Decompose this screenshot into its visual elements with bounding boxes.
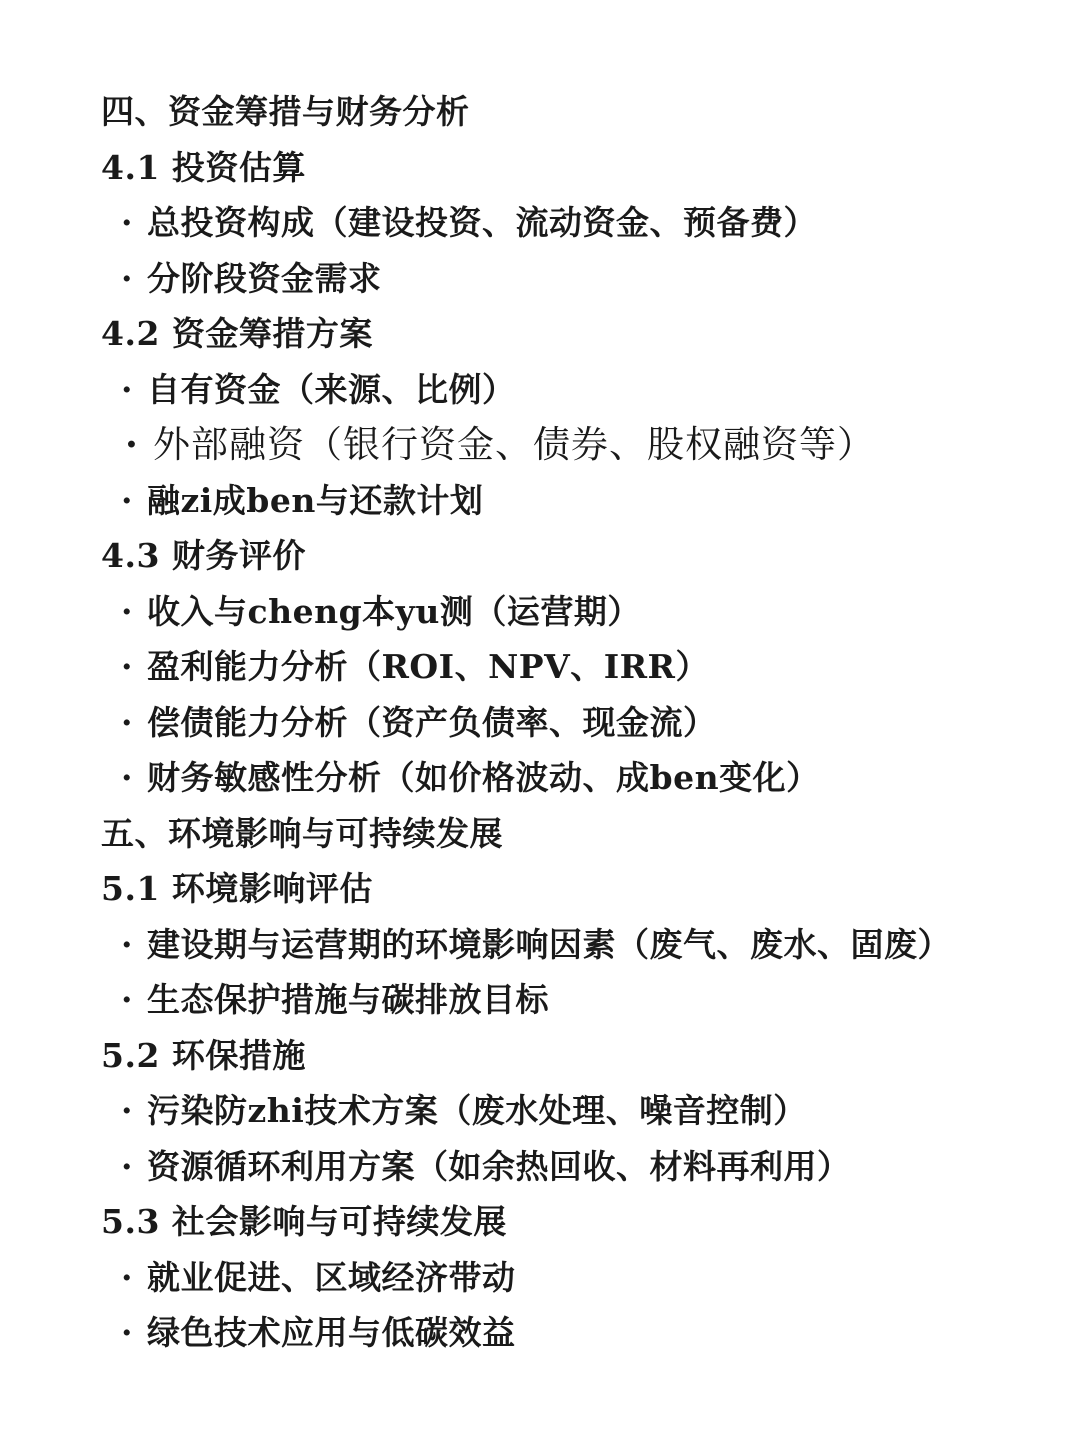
bullet-dot-icon: · <box>121 369 133 409</box>
bullet-item-text: 总投资构成（建设投资、流动资金、预备费） <box>147 203 817 242</box>
bullet-list-item <box>101 1305 1041 1361</box>
bullet-dot-icon: · <box>121 924 133 964</box>
bullet-item-text: 分阶段资金需求 <box>147 258 382 298</box>
bullet-item-text: 建设期与运营期的环境影响因素（废气、废水、固废） <box>147 924 951 964</box>
bullet-item-text: 偿债能力分析（资产负债率、现金流） <box>147 702 717 742</box>
section-heading: 五、环境影响与可持续发展 <box>101 813 503 853</box>
bullet-list-item <box>101 362 1041 418</box>
bullet-dot-icon: · <box>121 1146 133 1186</box>
bullet-list-item <box>101 584 1041 640</box>
bullet-list-item <box>101 1139 1041 1195</box>
bullet-dot-icon: · <box>121 1313 133 1352</box>
bullet-item-text: 融zi成ben与还款计划 <box>147 480 484 520</box>
bullet-dot-icon: · <box>121 1091 133 1130</box>
bullet-list-item <box>101 695 1041 751</box>
bullet-item-text: 资源循环利用方案（如余热回收、材料再利用） <box>147 1146 851 1186</box>
bullet-dot-icon: · <box>121 480 133 520</box>
bullet-item-text: 生态保护措施与碳排放目标 <box>147 980 549 1019</box>
bullet-list-item <box>101 195 1041 251</box>
subsection-heading: 5.2 环保措施 <box>101 1035 306 1075</box>
bullet-item-text: 盈利能力分析（ROI、NPV、IRR） <box>147 647 709 686</box>
bullet-dot-icon: · <box>121 702 133 742</box>
bullet-dot-icon: · <box>121 647 133 686</box>
bullet-dot-icon: · <box>125 422 139 466</box>
section-heading: 四、资金筹措与财务分析 <box>101 92 470 131</box>
bullet-item-text: 污染防zhi技术方案（废水处理、噪音控制） <box>147 1091 807 1130</box>
bullet-list-item <box>101 1250 1041 1306</box>
bullet-item-text: 就业促进、区域经济带动 <box>147 1257 516 1297</box>
bullet-dot-icon: · <box>121 1257 133 1297</box>
subsection-heading: 5.3 社会影响与可持续发展 <box>101 1202 507 1241</box>
bullet-item-text: 外部融资（银行资金、债券、股权融资等） <box>153 423 875 466</box>
bullet-dot-icon: · <box>121 591 133 631</box>
bullet-dot-icon: · <box>121 258 133 298</box>
bullet-list-item <box>101 917 1041 973</box>
subsection-heading: 5.1 环境影响评估 <box>101 869 373 908</box>
bullet-list-item <box>101 251 1041 307</box>
bullet-item-text: 财务敏感性分析（如价格波动、成ben变化） <box>147 758 820 797</box>
bullet-list-item <box>101 417 1041 473</box>
bullet-list-item <box>101 1083 1041 1139</box>
bullet-dot-icon: · <box>121 980 133 1019</box>
bullet-item-text: 绿色技术应用与低碳效益 <box>147 1313 516 1352</box>
outline-list <box>101 84 1041 1361</box>
bullet-item-text: 自有资金（来源、比例） <box>147 369 516 409</box>
bullet-dot-icon: · <box>121 758 133 797</box>
subsection-heading: 4.3 财务评价 <box>101 536 306 575</box>
bullet-list-item <box>101 972 1041 1028</box>
bullet-dot-icon: · <box>121 203 133 242</box>
bullet-list-item <box>101 639 1041 695</box>
bullet-list-item <box>101 750 1041 806</box>
bullet-list-item <box>101 473 1041 529</box>
subsection-heading: 4.2 资金筹措方案 <box>101 314 373 353</box>
bullet-item-text: 收入与cheng本yu测（运营期） <box>147 591 641 631</box>
subsection-heading: 4.1 投资估算 <box>101 147 306 187</box>
